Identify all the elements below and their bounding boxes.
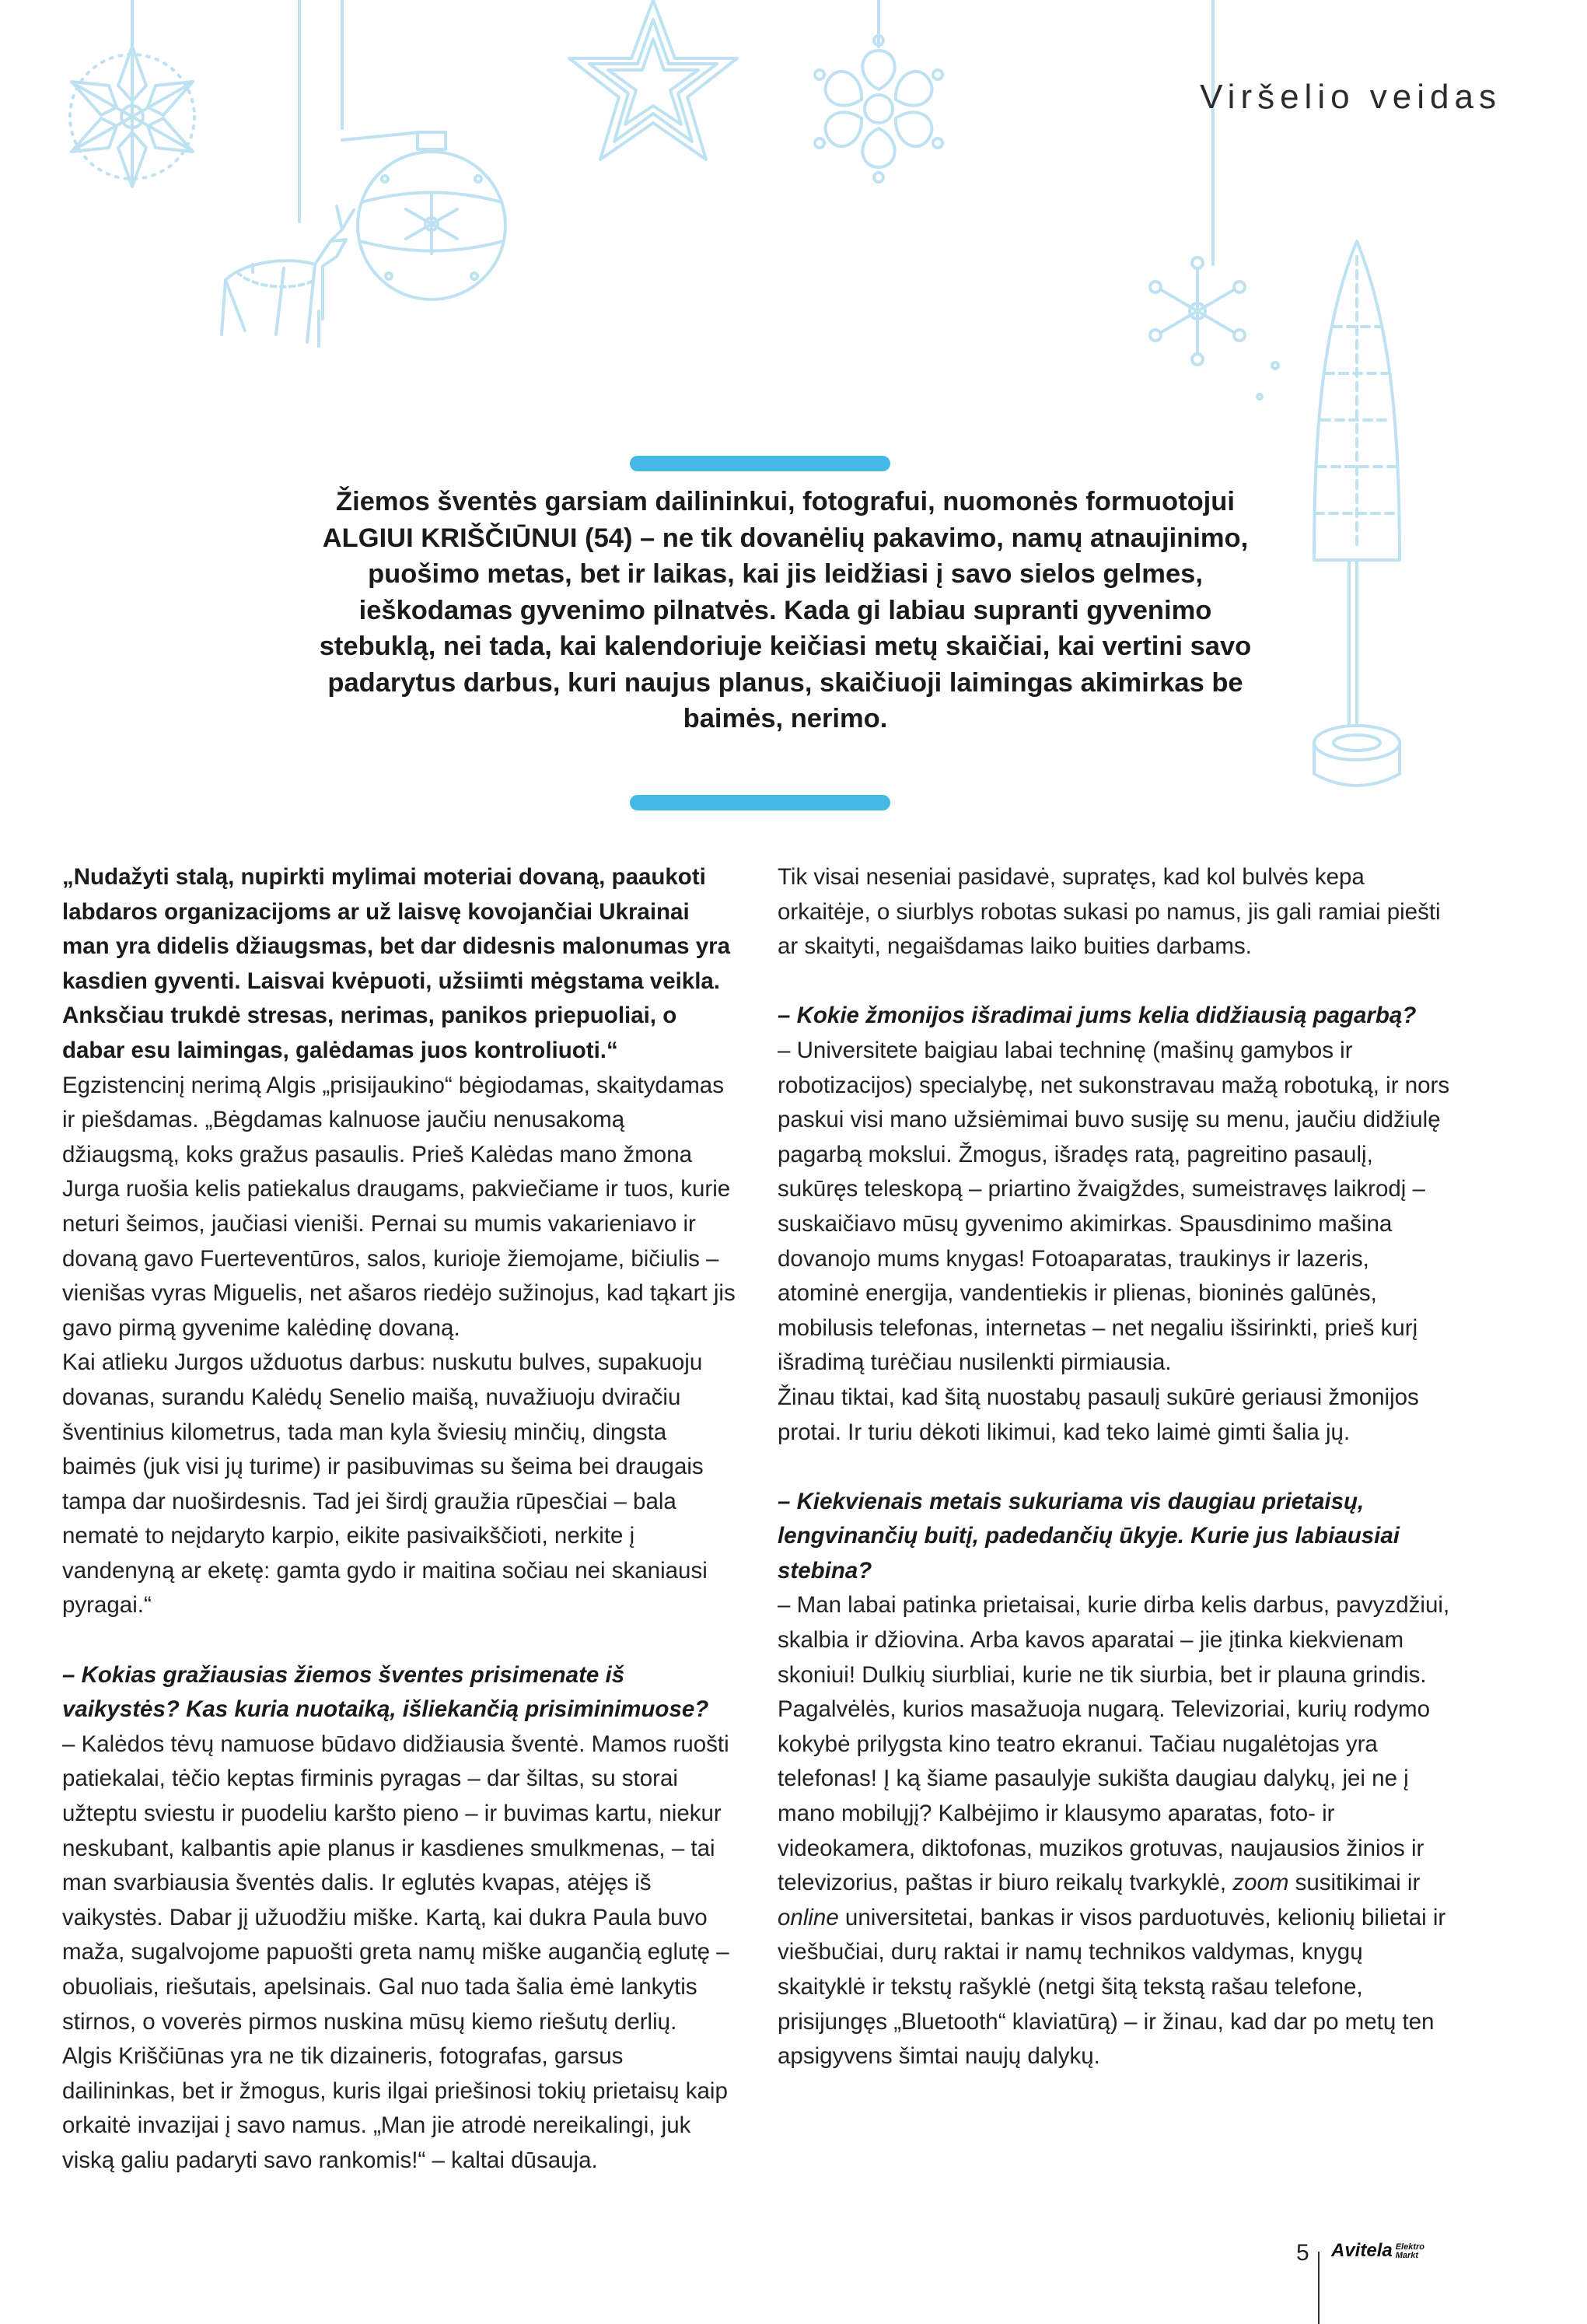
- paragraph: Tik visai neseniai pasidavė, supratęs, kad kol bulvės kepa orkaitėje, o siurblys robotas sukasi po namus, jis gali ramiai piešti ar skaityti, negaišdamas laiko buities darbams.: [778, 864, 1441, 960]
- left-column: [62, 860, 739, 2179]
- text-span: online: [778, 1904, 839, 1930]
- paragraph: Kai atlieku Jurgos užduotus darbus: nuskutu bulves, supakuoju dovanas, surandu Kalėdų Senelio maišą, nuvažiuoju dviračiu šventinius kilometrus, tada man kyla šviesių minčių, dingsta baimės (juk visi jų turime) ir pasibuvimas su šeima bei draugais tampa dar nuoširdesnis. Tad jei širdį graužia rūpesčiai – bala nematė to neįdaryto karpio, eikite pasivaikščioti, nerkite į vandenyną ar eketę: gamta gydo ir maitina sočiau nei skaniausi pyragai.“: [62, 1349, 708, 1619]
- paragraph: Egzistencinį nerimą Algis „prisijaukino“ bėgiodamas, skaitydamas ir piešdamas. „Bėgdamas kalnuose jaučiu nenusakomą džiaugsmą, koks gražus pasaulis. Prieš Kalėdas mano žmona Jurga ruošia kelis patiekalus draugams, pakviečiame ir tuos, kurie neturi šeimos, jaučiasi vieniši. Pernai su mumis vakarieniavo ir dovaną gavo Fuerteventūros, salos, kurioje žiemojame, bičiulis – vienišas vyras Miguelis, net ašaros riedėjo sužinojus, kad tąkart jis gavo pirmą gyvenime kalėdinę dovaną.: [62, 1072, 736, 1341]
- text-span: – Man labai patinka prietaisai, kurie dirba kelis darbus, pavyzdžiui, skalbia ir džiovina. Arba kavos aparatai – jie įtinka kiekvienam skoniui! Dulkių siurbliai, kurie ne tik siurbia, bet ir plauna grindis. Pagalvėlės, kurios masažuoja nugarą. Televizoriai, kurių rodymo kokybė prilygsta kino teatro ekranui. Tačiau nugalėtojas yra telefonas! Į ką šiame pasaulyje sukišta daugiau dalykų, jei ne į mano mobilųjį? Kalbėjimo ir klausymo aparatas, foto- ir videokamera, diktofonas, muzikos grotuvas, naujausios žinios ir televizorius, paštas ir biuro reikalų tvarkyklė,: [778, 1592, 1450, 1896]
- snowflake-icon: [70, 47, 194, 187]
- logo-sub: [1396, 2243, 1424, 2260]
- paragraph: – Universitete baigiau labai techninę (mašinų gamybos ir robotizacijos) specialybę, net sukonstravau mažą robotuką, ir nors paskui visi mano užsiėmimai buvo susiję su menu, jaučiu didžiulę pagarbą mokslui. Žmogus, išradęs ratą, pagreitino pasaulį, sukūręs teleskopą – priartino žvaigždes, sumeistravęs laikrodį – suskaičiavo mūsų gyvenimo akimirkas. Spausdinimo mašina dovanojo mums knygas! Fotoaparatas, traukinys ir lazeris, atominė energija, vandentiekis ir plienas, bioninės galūnės, mobilusis telefonas, internetas – net negaliu išsirinkti, prieš kurį išradimą turėčiau nusilenkti pirmiausia.: [778, 1037, 1450, 1376]
- star-ornament-icon: [569, 0, 737, 159]
- paragraph: Algis Kriščiūnas yra ne tik dizaineris, fotografas, garsus dailininkas, bet ir žmogus, kuris ilgai priešinosi tokių prietaisų kaip orkaitė invazijai į savo namus. „Man jie atrodė nereikalingi, juk viską galiu padaryti savo rankomis!“ – kaltai dūsauja.: [62, 2043, 728, 2173]
- text-span: universitetai, bankas ir visos parduotuvės, kelionių bilietai ir viešbučiai, durų raktai ir namų technikos valdymas, knygų skaityklė ir tekstų rašyklė (netgi šitą tekstą rašau telefone, prisijungęs „Bluetooth“ klaviatūrą) – ir žinau, kad dar po metų ten apsigyvens šimtai naujų dalykų.: [778, 1904, 1446, 2070]
- avitela-logo: [1331, 2240, 1424, 2262]
- page-number: 5: [1296, 2240, 1309, 2266]
- interview-question: – Kokie žmonijos išradimai jums kelia didžiausią pagarbą?: [778, 1003, 1417, 1029]
- snowflake-icon: [1150, 257, 1245, 365]
- logo-sub-1: Elektro: [1395, 2242, 1424, 2252]
- deer-ornament-icon: [222, 206, 354, 346]
- accent-bar-bottom: [630, 795, 890, 810]
- interview-question: – Kokias gražiausias žiemos šventes prisimenate iš vaikystės? Kas kuria nuotaiką, išliekančią prisiminimuose?: [62, 1661, 709, 1723]
- intro-quote: „Nudažyti stalą, nupirkti mylimai moteriai dovaną, paaukoti labdaros organizacijoms ar už laisvę kovojančiai Ukrainai man yra didelis džiaugsmas, bet dar didesnis malonumas yra kasdien gyventi. Laisvai kvėpuoti, užsiimti mėgstama veikla. Anksčiau trukdė stresas, nerimas, panikos priepuoliai, o dabar esu laimingas, galėdamas juos kontroliuoti.“: [62, 864, 731, 1063]
- right-column: [778, 860, 1454, 2074]
- bauble-ornament-icon: [342, 132, 505, 299]
- snowflake-icon: [815, 36, 942, 182]
- paragraph: Žinau tiktai, kad šitą nuostabų pasaulį sukūrė geriausi žmonijos protai. Ir turiu dėkoti likimui, kad teko laimė gimti šalia jų.: [778, 1384, 1419, 1445]
- paragraph: [778, 1588, 1454, 2074]
- accent-bar-top: [630, 456, 890, 471]
- text-span: susitikimai ir: [1288, 1870, 1421, 1896]
- christmas-tree-icon: [1314, 241, 1400, 786]
- paragraph: – Kalėdos tėvų namuose būdavo didžiausia šventė. Mamos ruošti patiekalai, tėčio keptas firminis pyragas – dar šiltas, su storai užteptu sviestu ir puodeliu karšto pieno – ir buvimas kartu, niekur neskubant, kalbantis apie planus ir kasdienes smulkmenas, – tai man svarbiausia šventės dalis. Ir eglutės kvapas, atėjęs iš vaikystės. Dabar jį užuodžiu miške. Kartą, kai dukra Paula buvo maža, sugalvojome papuošti greta namų miške augančią eglutę – obuoliais, riešutais, apelsinais. Gal nuo tada šalia ėmė lankytis stirnos, o voverės pirmos nuskina mūsų kiemo riešutų derlių.: [62, 1731, 729, 2035]
- footer-divider: [1318, 2252, 1320, 2324]
- text-span: zoom: [1232, 1870, 1289, 1896]
- lead-paragraph: Žiemos šventės garsiam dailininkui, fotografui, nuomonės formuotojui ALGIUI KRIŠČIŪNUI (54) – ne tik dovanėlių pakavimo, namų atnaujinimo, puošimo metas, bet ir laikas, kai jis leidžiasi į savo sielos gelmes, ieškodamas gyvenimo pilnatvės. Kada gi labiau supranti gyvenimo stebuklą, nei tada, kai kalendoriuje keičiasi metų skaičiai, kai vertini savo padarytus darbus, kuri naujus planus, skaičiuoji laimingas akimirkas be baimės, nerimo.: [319, 487, 1252, 733]
- logo-main: Avitela: [1331, 2240, 1393, 2261]
- section-title: Viršelio veidas: [1200, 78, 1501, 116]
- logo-sub-2: Markt: [1395, 2250, 1419, 2260]
- interview-question: – Kiekvienais metais sukuriama vis daugiau prietaisų, lengvinančių buitį, padedančių ūkyje. Kurie jus labiausiai stebina?: [778, 1488, 1400, 1584]
